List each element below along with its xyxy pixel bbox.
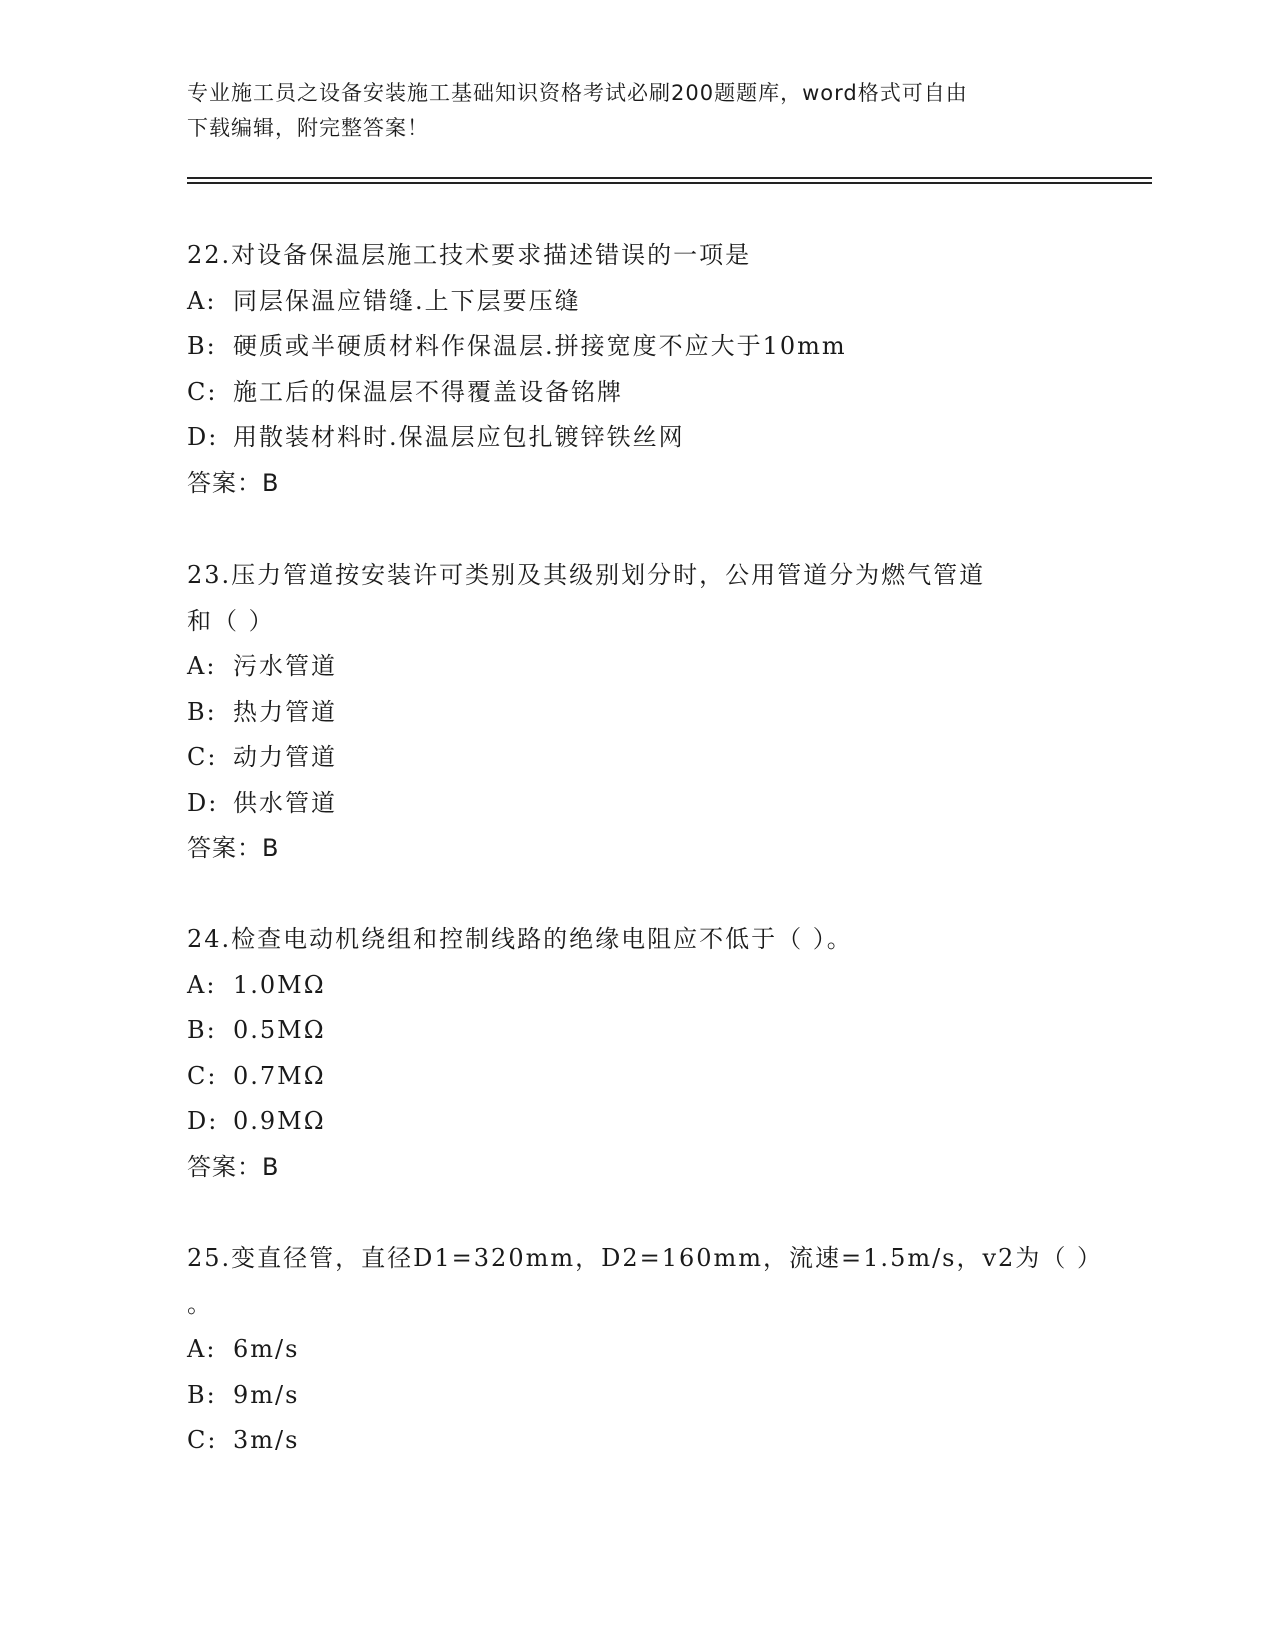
option-c [187, 1418, 1087, 1464]
option-a [187, 644, 1087, 690]
option-a [187, 963, 1087, 1009]
question-stem: 25.变直径管，直径D1=320mm，D2=160mm，流速=1.5m/s，v2为（ ） [187, 1244, 1103, 1272]
option-text: 污水管道 [233, 652, 337, 680]
option-letter: B: [187, 332, 217, 360]
header-line-2: 下载编辑，附完整答案！ [187, 116, 429, 140]
header-rule-bottom [187, 182, 1152, 184]
header-line-1: 专业施工员之设备安装施工基础知识资格考试必刷200题题库，word格式可自由 [187, 81, 968, 105]
option-letter: C: [187, 377, 218, 406]
option-letter: B: [187, 1016, 217, 1044]
option-text: 用散装材料时.保温层应包扎镀锌铁丝网 [233, 423, 685, 451]
option-text: 硬质或半硬质材料作保温层.拼接宽度不应大于10mm [233, 332, 847, 360]
answer-line: 答案：B [187, 1152, 280, 1181]
option-letter: A: [187, 970, 217, 999]
option-letter: D: [187, 788, 219, 817]
question-stem-continued: 和（ ） [187, 606, 275, 635]
question-stem: 23.压力管道按安装许可类别及其级别划分时，公用管道分为燃气管道 [187, 561, 986, 589]
option-d [187, 415, 1087, 461]
option-letter: A: [187, 1335, 217, 1363]
option-letter: A: [187, 652, 217, 680]
option-letter: B: [187, 1380, 217, 1409]
option-text: 供水管道 [233, 788, 337, 817]
question-stem: 22.对设备保温层施工技术要求描述错误的一项是 [187, 241, 752, 269]
option-b [187, 1008, 1087, 1054]
option-d [187, 781, 1087, 827]
question-24 [187, 917, 1087, 1190]
option-text: 3m/s [233, 1426, 300, 1454]
option-letter: C: [187, 1061, 218, 1090]
option-d [187, 1099, 1087, 1145]
question-23 [187, 553, 1087, 872]
answer-line: 答案：B [187, 834, 280, 862]
question-stem-continued: 。 [187, 1289, 213, 1318]
answer-line: 答案：B [187, 468, 280, 497]
option-text: 0.9MΩ [233, 1107, 326, 1135]
option-b [187, 1373, 1087, 1419]
question-25 [187, 1236, 1103, 1464]
option-text: 施工后的保温层不得覆盖设备铭牌 [233, 377, 623, 406]
header-rule-top [187, 177, 1152, 179]
option-letter: C: [187, 1426, 218, 1454]
option-c [187, 1054, 1087, 1100]
option-text: 0.7MΩ [233, 1061, 326, 1090]
option-letter: B: [187, 697, 217, 726]
option-letter: C: [187, 743, 218, 771]
option-a [187, 279, 1087, 325]
option-text: 6m/s [233, 1335, 300, 1363]
option-c [187, 370, 1087, 416]
document-header [187, 76, 1087, 146]
option-b [187, 690, 1087, 736]
option-b [187, 324, 1087, 370]
option-letter: A: [187, 286, 217, 315]
option-c [187, 735, 1087, 781]
option-text: 热力管道 [233, 697, 337, 726]
option-letter: D: [187, 1107, 219, 1135]
option-a [187, 1327, 1087, 1373]
option-text: 动力管道 [233, 743, 337, 771]
option-text: 0.5MΩ [233, 1016, 326, 1044]
option-text: 9m/s [233, 1380, 300, 1409]
option-text: 同层保温应错缝.上下层要压缝 [233, 286, 581, 315]
option-text: 1.0MΩ [233, 970, 326, 999]
question-stem: 24.检查电动机绕组和控制线路的绝缘电阻应不低于（ ）。 [187, 925, 853, 953]
question-22 [187, 233, 1087, 506]
option-letter: D: [187, 423, 219, 451]
